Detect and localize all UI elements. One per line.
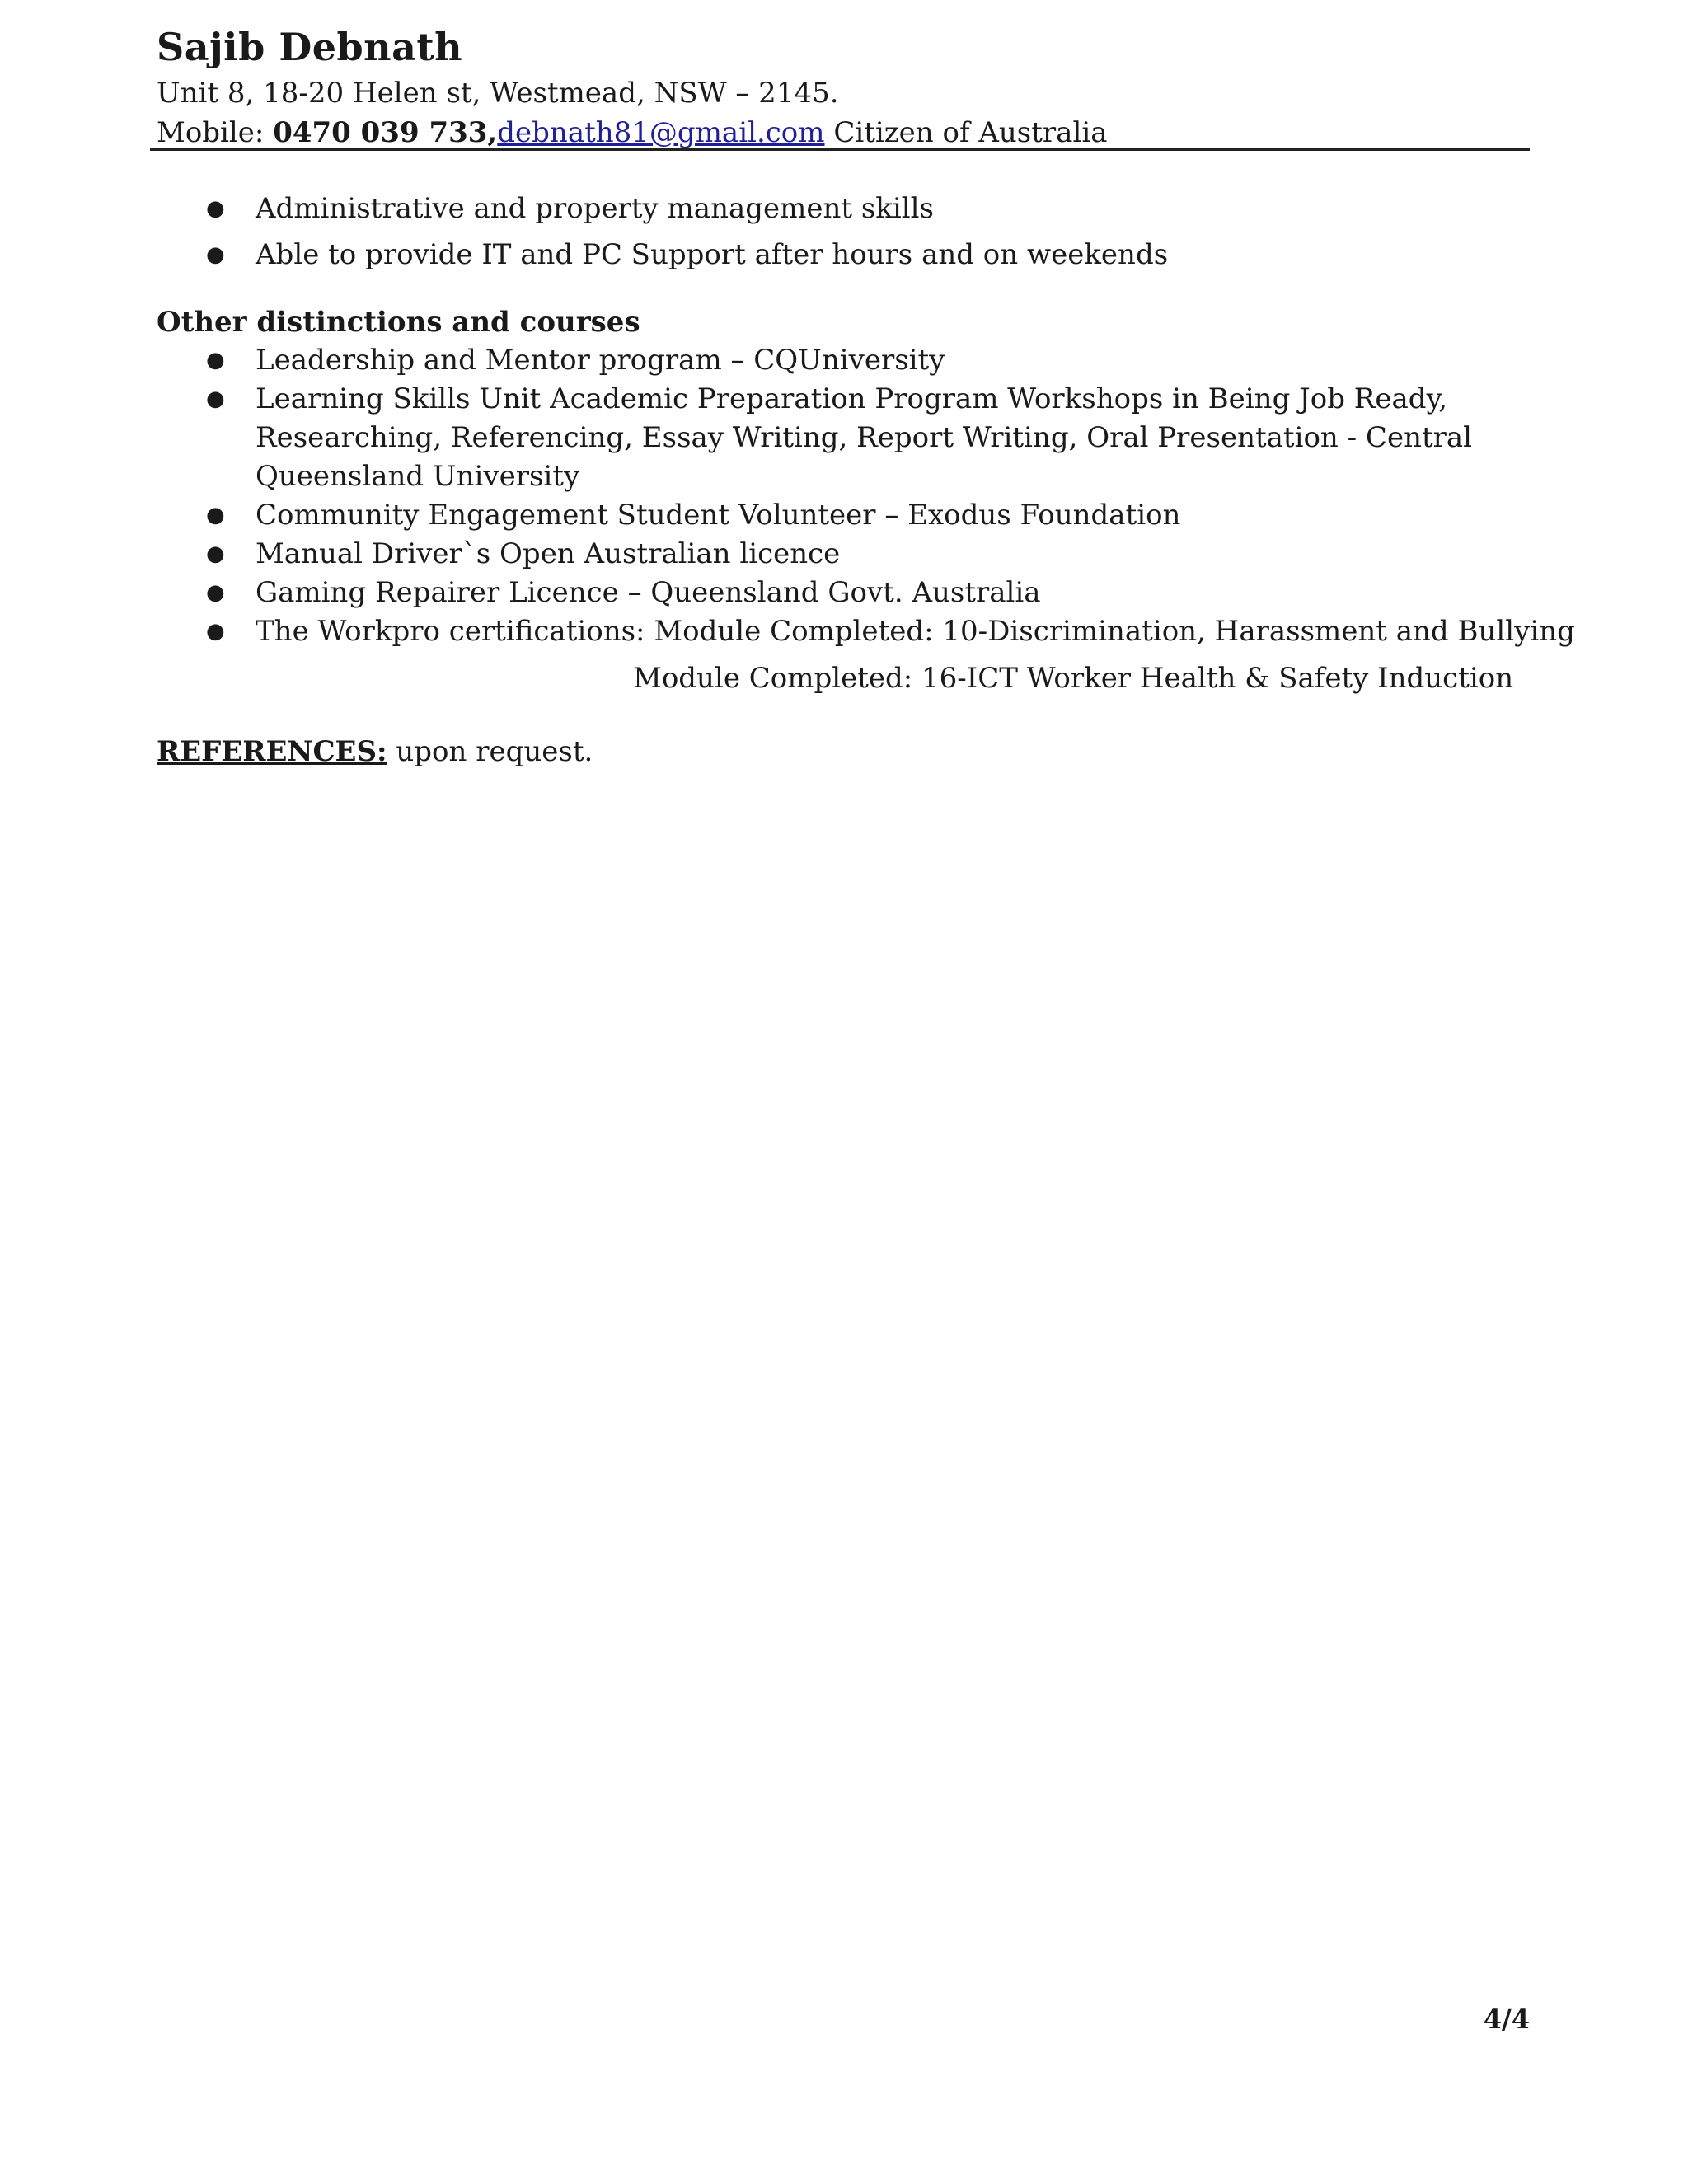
list-item: ● Leadership and Mentor program – CQUniversity: [157, 341, 1575, 380]
page-number: 4/4: [1483, 2004, 1530, 2035]
courses-list: [157, 341, 1575, 651]
cert-continuation: Module Completed: 16-ICT Worker Health & Safety Induction: [633, 662, 1514, 695]
skills-list: [157, 185, 1168, 278]
list-item: ● Administrative and property management skills: [157, 185, 1168, 232]
list-item: ● Manual Driver`s Open Australian licence: [157, 535, 1575, 574]
list-item: ● Learning Skills Unit Academic Preparation Program Workshops in Being Job Ready, Researching, Referencing, Essay Writing, Report Writing, Oral Presentation - Central Queensland University: [157, 380, 1525, 496]
bullet-icon: ●: [206, 242, 225, 267]
bullet-icon: ●: [206, 196, 225, 221]
resume-header: [157, 21, 1525, 152]
list-item: ● The Workpro certifications: Module Completed: 10-Discrimination, Harassment and Bullying: [157, 612, 1575, 651]
contact-line: [157, 113, 1525, 152]
list-item: ● Able to provide IT and PC Support after hours and on weekends: [157, 232, 1168, 278]
section-heading-other-distinctions: Other distinctions and courses: [157, 306, 640, 339]
candidate-name: Sajib Debnath: [157, 25, 463, 69]
references-line: [157, 732, 593, 771]
candidate-address: Unit 8, 18-20 Helen st, Westmead, NSW – 2145.: [157, 77, 839, 110]
references-label: REFERENCES:: [157, 735, 387, 768]
references-text: upon request.: [387, 735, 593, 768]
header-divider: [150, 148, 1530, 151]
email-link[interactable]: debnath81@gmail.com: [497, 116, 825, 149]
list-item: ● Gaming Repairer Licence – Queensland Govt. Australia: [157, 574, 1575, 612]
bullet-icon: ●: [206, 348, 225, 373]
bullet-icon: ●: [206, 387, 225, 411]
bullet-icon: ●: [206, 503, 225, 527]
mobile-number: 0470 039 733,: [273, 116, 498, 149]
citizenship: Citizen of Australia: [833, 116, 1108, 149]
bullet-icon: ●: [206, 619, 225, 644]
bullet-icon: ●: [206, 580, 225, 605]
list-item: ● Community Engagement Student Volunteer – Exodus Foundation: [157, 496, 1575, 535]
bullet-icon: ●: [206, 541, 225, 566]
mobile-label: Mobile:: [157, 116, 274, 149]
